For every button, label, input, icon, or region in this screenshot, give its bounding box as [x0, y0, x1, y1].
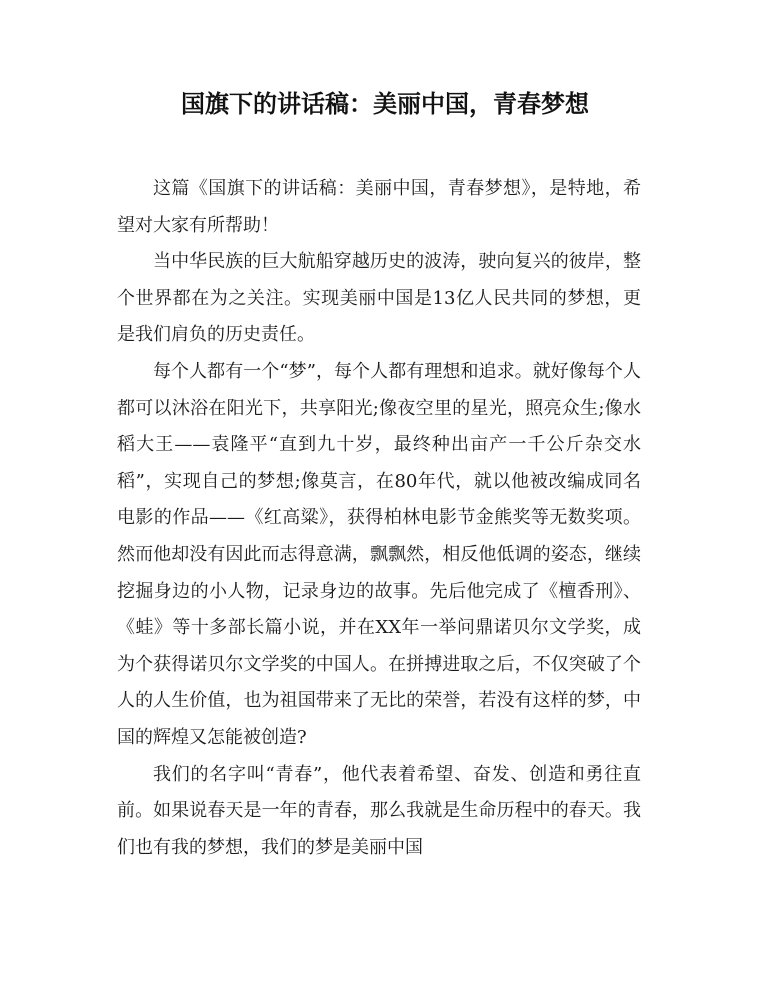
- paragraph-intro: 这篇《国旗下的讲话稿：美丽中国，青春梦想》，是特地，希望对大家有所帮助！: [117, 178, 641, 236]
- paragraph-youth: 我们的名字叫“青春”，他代表着希望、奋发、创造和勇往直前。如果说春天是一年的青春，那么我就是生命历程中的春天。我们也有我的梦想，我们的梦是美丽中国: [117, 763, 641, 858]
- document-title: 国旗下的讲话稿：美丽中国，青春梦想: [181, 90, 589, 118]
- paragraph-everyone-has-dream: 每个人都有一个“梦”，每个人都有理想和追求。就好像每个人都可以沐浴在阳光下，共享阳光;像夜空里的星光，照亮众生;像水稻大王——袁隆平“直到九十岁，最终种出亩产一千公斤杂交水稻”，实现自己的梦想;像莫言，在80年代，就以他被改编成同名电影的作品——《红高粱》，获得柏林电影节金熊奖等无数奖项。然而他却没有因此而志得意满，飘飘然，相反他低调的姿态，继续挖掘身边的小人物，记录身边的故事。先后他完成了《檀香刑》、《蛙》等十多部长篇小说，并在XX年一举问鼎诺贝尔文学奖，成为个获得诺贝尔文学奖的中国人。在拼搏进取之后，不仅突破了个人的人生价值，也为祖国带来了无比的荣誉，若没有这样的梦，中国的辉煌又怎能被创造?: [117, 360, 641, 748]
- document-body: [117, 171, 641, 866]
- paragraph-national-revival: 当中华民族的巨大航船穿越历史的波涛，驶向复兴的彼岸，整个世界都在为之关注。实现美丽中国是13亿人民共同的梦想，更是我们肩负的历史责任。: [117, 251, 641, 346]
